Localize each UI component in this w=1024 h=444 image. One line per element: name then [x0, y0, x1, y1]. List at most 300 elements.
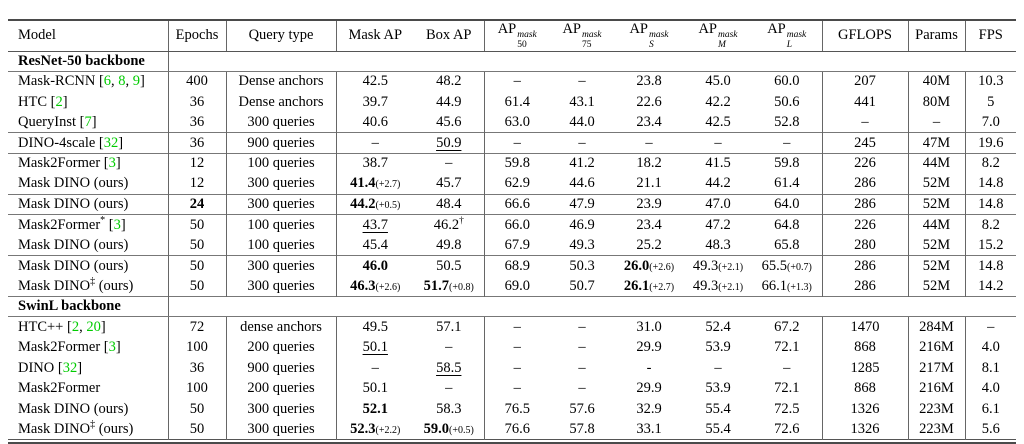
cell-value: 52M [922, 277, 951, 294]
value-cell [965, 153, 1016, 174]
column-header-box-ap: Box AP [414, 20, 484, 51]
dagger-marker: † [459, 216, 464, 227]
cell-value: 50 [189, 420, 205, 437]
citation-number: 3 [108, 339, 116, 356]
value-cell [168, 235, 226, 256]
cell-value: 5 [987, 93, 995, 110]
value-cell [908, 235, 965, 256]
cell-value: 868 [854, 380, 876, 397]
cell-value: 52M [922, 257, 951, 274]
value-cell [336, 378, 414, 399]
cell-value: 39.7 [362, 93, 388, 110]
cell-value: 51.7 [423, 277, 450, 294]
value-cell [336, 112, 414, 133]
value-cell [684, 256, 752, 277]
citation-number: 2 [55, 93, 63, 110]
cell-value: 72.6 [774, 420, 800, 437]
cell-value: 72.1 [774, 380, 800, 397]
value-cell [965, 317, 1016, 338]
value-cell [226, 235, 336, 256]
value-cell [484, 256, 550, 277]
cell-value: 300 queries [247, 277, 315, 294]
value-cell [484, 276, 550, 297]
cell-value: 52M [922, 175, 951, 192]
section-spacer [168, 297, 1016, 317]
value-cell [752, 174, 822, 195]
value-cell [752, 194, 822, 215]
value-cell [908, 399, 965, 420]
value-cell [550, 337, 614, 358]
gain-annotation: (+2.7) [375, 179, 401, 191]
value-cell [752, 215, 822, 236]
value-cell [684, 337, 752, 358]
cell-value: 31.0 [636, 318, 662, 335]
cell-value: 66.6 [504, 196, 530, 213]
section-label: SwinL backbone [8, 297, 168, 317]
cell-value: 52.1 [362, 400, 388, 417]
value-cell [614, 256, 684, 277]
cell-value: 50.7 [569, 277, 595, 294]
cell-value: 44M [922, 155, 951, 172]
value-cell [684, 92, 752, 113]
cell-value: 66.0 [504, 216, 530, 233]
value-cell [168, 276, 226, 297]
value-cell [168, 174, 226, 195]
cell-value: 69.0 [504, 277, 530, 294]
table-row [8, 194, 1016, 215]
cell-value: 72 [189, 318, 205, 335]
cell-value: 50.5 [436, 257, 462, 274]
value-cell [550, 215, 614, 236]
value-cell [752, 256, 822, 277]
cell-value: 226 [854, 216, 876, 233]
value-cell [684, 71, 752, 92]
value-cell [226, 133, 336, 154]
cell-value: 100 queries [247, 155, 315, 172]
value-cell [684, 174, 752, 195]
value-cell [684, 235, 752, 256]
citation-number: 3 [108, 155, 116, 172]
cell-value: 52.4 [705, 318, 731, 335]
column-header-ap75: AP mask 75 [550, 20, 614, 51]
cell-value: Dense anchors [238, 73, 324, 90]
value-cell [226, 419, 336, 440]
cell-value: 12 [189, 175, 205, 192]
cell-value: 36 [189, 93, 205, 110]
value-cell [822, 174, 908, 195]
cell-value: 44.9 [436, 93, 462, 110]
cell-value: 46.9 [569, 216, 595, 233]
value-cell [550, 153, 614, 174]
cell-value: 72.1 [774, 339, 800, 356]
value-cell [908, 419, 965, 440]
cell-value: 46.2† [433, 216, 464, 233]
cell-value: – [932, 113, 941, 130]
cell-value: 50.9 [436, 134, 462, 151]
value-cell [168, 378, 226, 399]
cell-value: 1326 [850, 420, 880, 437]
cell-value: 23.9 [636, 196, 662, 213]
cell-value: – [714, 134, 722, 151]
value-cell [226, 317, 336, 338]
cell-value: 1326 [850, 400, 880, 417]
value-cell [414, 419, 484, 440]
cell-value: - [646, 359, 652, 376]
column-header-ap50: AP mask 50 [484, 20, 550, 51]
cell-value: 45.6 [436, 113, 462, 130]
cell-value: – [578, 318, 586, 335]
gain-annotation: (+2.6) [649, 261, 675, 273]
model-cell: Mask2Former [8, 378, 168, 399]
value-cell [965, 112, 1016, 133]
cell-value: 57.1 [436, 318, 462, 335]
cell-value: 50.1 [362, 380, 388, 397]
gain-annotation: (+0.8) [449, 281, 474, 293]
cell-value: 8.2 [981, 155, 1000, 172]
cell-value: dense anchors [240, 318, 322, 335]
value-cell [684, 358, 752, 379]
cell-value: 217M [919, 359, 954, 376]
value-cell [414, 276, 484, 297]
value-cell [752, 317, 822, 338]
value-cell [965, 358, 1016, 379]
value-cell [484, 419, 550, 440]
cell-value: 4.0 [981, 380, 1000, 397]
value-cell [336, 256, 414, 277]
cell-value: 61.4 [504, 93, 530, 110]
supsub: mask L [786, 30, 807, 50]
model-cell: DINO [32] [8, 358, 168, 379]
citation-number: 3 [113, 216, 121, 233]
cell-value: 25.2 [636, 236, 662, 253]
value-cell [484, 153, 550, 174]
value-cell [226, 337, 336, 358]
value-cell [614, 153, 684, 174]
cell-value: 216M [919, 339, 954, 356]
gain-annotation: (+1.3) [787, 281, 812, 293]
cell-value: 52.8 [774, 113, 800, 130]
cell-value: 26.1 [623, 277, 650, 294]
table-row [8, 337, 1016, 358]
value-cell [484, 133, 550, 154]
value-cell [684, 112, 752, 133]
value-cell [414, 71, 484, 92]
column-header-apS: AP mask S [614, 20, 684, 51]
cell-value: 1285 [850, 359, 880, 376]
value-cell [822, 256, 908, 277]
value-cell [414, 337, 484, 358]
model-cell: QueryInst [7] [8, 112, 168, 133]
cell-value: 207 [854, 73, 876, 90]
cell-value: 40.6 [362, 113, 388, 130]
cell-value: 100 [186, 380, 208, 397]
value-cell [965, 92, 1016, 113]
cell-value: 45.4 [362, 236, 388, 253]
cell-value: 36 [189, 359, 205, 376]
value-cell [752, 71, 822, 92]
value-cell [550, 112, 614, 133]
value-cell [168, 399, 226, 420]
value-cell [226, 174, 336, 195]
value-cell [614, 174, 684, 195]
cell-value: 67.9 [504, 236, 530, 253]
cell-value: 44.0 [569, 113, 595, 130]
value-cell [550, 71, 614, 92]
cell-value: 40M [922, 73, 951, 90]
value-cell [752, 337, 822, 358]
cell-value: 280 [854, 236, 876, 253]
value-cell [550, 92, 614, 113]
model-cell: Mask2Former* [3] [8, 215, 168, 236]
cell-value: 23.4 [636, 113, 662, 130]
value-cell [684, 317, 752, 338]
model-cell: Mask2Former [3] [8, 153, 168, 174]
table-row [8, 358, 1016, 379]
cell-value: 64.8 [774, 216, 800, 233]
value-cell [336, 235, 414, 256]
cell-value: 43.7 [362, 216, 388, 233]
table-row [8, 276, 1016, 297]
cell-value: – [371, 134, 379, 151]
value-cell [684, 276, 752, 297]
value-cell [168, 194, 226, 215]
cell-value: 24 [189, 196, 205, 213]
gain-annotation: (+2.7) [649, 281, 675, 293]
value-cell [614, 276, 684, 297]
cell-value: 57.8 [569, 420, 595, 437]
value-cell [614, 399, 684, 420]
table-row [8, 133, 1016, 154]
value-cell [414, 378, 484, 399]
value-cell [226, 256, 336, 277]
value-cell [168, 256, 226, 277]
model-marker: ‡ [90, 276, 96, 288]
supsub: mask S [649, 30, 669, 50]
value-cell [336, 194, 414, 215]
value-cell [226, 378, 336, 399]
gain-annotation: (+0.7) [787, 261, 812, 273]
cell-value: 76.5 [504, 400, 530, 417]
value-cell [965, 215, 1016, 236]
supsub: mask 75 [582, 30, 602, 50]
value-cell [414, 215, 484, 236]
column-header-mask-ap: Mask AP [336, 20, 414, 51]
value-cell [908, 194, 965, 215]
cell-value: – [445, 155, 453, 172]
value-cell [822, 358, 908, 379]
value-cell [752, 92, 822, 113]
cell-value: Dense anchors [238, 93, 324, 110]
cell-value: – [645, 134, 653, 151]
citation-number: 7 [84, 113, 92, 130]
table-row [8, 378, 1016, 399]
value-cell [336, 215, 414, 236]
cell-value: 46.0 [362, 257, 388, 274]
cell-value: 49.3 [692, 257, 719, 274]
cell-value: 47M [922, 134, 951, 151]
value-cell [684, 399, 752, 420]
cell-value: – [783, 359, 791, 376]
value-cell [414, 153, 484, 174]
cell-value: 42.5 [705, 113, 731, 130]
cell-value: 42.5 [362, 73, 388, 90]
gain-annotation: (+2.2) [375, 424, 401, 436]
cell-value: 50.6 [774, 93, 800, 110]
value-cell [614, 215, 684, 236]
value-cell [484, 112, 550, 133]
cell-value: 68.9 [504, 257, 530, 274]
model-cell: Mask2Former [3] [8, 337, 168, 358]
cell-value: 50.1 [362, 339, 388, 356]
cell-value: 6.1 [981, 400, 1000, 417]
value-cell [550, 419, 614, 440]
cell-value: 300 queries [247, 257, 315, 274]
value-cell [822, 71, 908, 92]
value-cell [822, 112, 908, 133]
cell-value: 15.2 [978, 236, 1004, 253]
value-cell [822, 215, 908, 236]
cell-value: 59.0 [423, 420, 450, 437]
section-row [8, 297, 1016, 317]
value-cell [752, 399, 822, 420]
cell-value: – [578, 359, 586, 376]
value-cell [484, 71, 550, 92]
table-row [8, 215, 1016, 236]
cell-value: 23.8 [636, 73, 662, 90]
value-cell [550, 276, 614, 297]
value-cell [168, 337, 226, 358]
cell-value: 216M [919, 380, 954, 397]
cell-value: 50 [189, 277, 205, 294]
cell-value: 36 [189, 113, 205, 130]
cell-value: 47.2 [705, 216, 731, 233]
value-cell [965, 378, 1016, 399]
cell-value: 48.4 [436, 196, 462, 213]
cell-value: 300 queries [247, 113, 315, 130]
value-cell [168, 317, 226, 338]
model-cell: Mask DINO‡ (ours) [8, 419, 168, 440]
model-cell: HTC [2] [8, 92, 168, 113]
cell-value: 100 [186, 339, 208, 356]
value-cell [484, 337, 550, 358]
cell-value: 41.2 [569, 155, 595, 172]
value-cell [414, 317, 484, 338]
value-cell [752, 419, 822, 440]
supsub: mask M [718, 30, 738, 50]
cell-value: – [371, 359, 379, 376]
value-cell [226, 112, 336, 133]
value-cell [226, 276, 336, 297]
value-cell [684, 215, 752, 236]
value-cell [336, 317, 414, 338]
cell-value: 59.8 [504, 155, 530, 172]
cell-value: 900 queries [247, 359, 315, 376]
table-row [8, 235, 1016, 256]
cell-value: 400 [186, 73, 208, 90]
supsub: mask 50 [517, 30, 537, 50]
cell-value: 7.0 [981, 113, 1000, 130]
cell-value: 57.6 [569, 400, 595, 417]
value-cell [484, 235, 550, 256]
value-cell [484, 317, 550, 338]
value-cell [484, 358, 550, 379]
value-cell [414, 194, 484, 215]
cell-value: 52M [922, 196, 951, 213]
column-header-epochs: Epochs [168, 20, 226, 51]
value-cell [614, 378, 684, 399]
model-cell: HTC++ [2, 20] [8, 317, 168, 338]
cell-value: 61.4 [774, 175, 800, 192]
value-cell [614, 112, 684, 133]
cell-value: 59.8 [774, 155, 800, 172]
cell-value: – [578, 73, 586, 90]
results-table [8, 19, 1016, 440]
citation-number: 32 [62, 359, 78, 376]
value-cell [336, 276, 414, 297]
cell-value: 44.6 [569, 175, 595, 192]
cell-value: 47.0 [705, 196, 731, 213]
cell-value: 41.4 [350, 175, 376, 192]
cell-value: 58.5 [436, 359, 462, 376]
cell-value: 44.2 [350, 196, 376, 213]
cell-value: – [578, 134, 586, 151]
cell-value: 49.3 [692, 277, 719, 294]
cell-value: 52M [922, 236, 951, 253]
cell-value: 42.2 [705, 93, 731, 110]
cell-value: 14.8 [978, 175, 1004, 192]
value-cell [484, 174, 550, 195]
value-cell [822, 317, 908, 338]
value-cell [336, 71, 414, 92]
citation-number: 9 [132, 73, 141, 90]
value-cell [965, 276, 1016, 297]
value-cell [550, 174, 614, 195]
cell-value: 48.3 [705, 236, 731, 253]
results-table-wrap [8, 19, 1016, 444]
value-cell [414, 358, 484, 379]
value-cell [550, 317, 614, 338]
table-row [8, 112, 1016, 133]
value-cell [908, 276, 965, 297]
value-cell [752, 378, 822, 399]
model-cell: Mask DINO (ours) [8, 235, 168, 256]
value-cell [908, 317, 965, 338]
value-cell [550, 378, 614, 399]
cell-value: 45.0 [705, 73, 731, 90]
cell-value: 226 [854, 155, 876, 172]
column-header-model: Model [8, 20, 168, 51]
cell-value: 53.9 [705, 339, 731, 356]
value-cell [822, 337, 908, 358]
value-cell [414, 92, 484, 113]
value-cell [168, 419, 226, 440]
value-cell [614, 235, 684, 256]
cell-value: – [513, 380, 521, 397]
value-cell [752, 153, 822, 174]
value-cell [684, 378, 752, 399]
value-cell [336, 337, 414, 358]
cell-value: – [578, 380, 586, 397]
cell-value: 12 [189, 155, 205, 172]
value-cell [484, 92, 550, 113]
table-row [8, 399, 1016, 420]
value-cell [908, 112, 965, 133]
value-cell [684, 419, 752, 440]
value-cell [484, 399, 550, 420]
value-cell [822, 92, 908, 113]
cell-value: 47.9 [569, 196, 595, 213]
value-cell [484, 194, 550, 215]
